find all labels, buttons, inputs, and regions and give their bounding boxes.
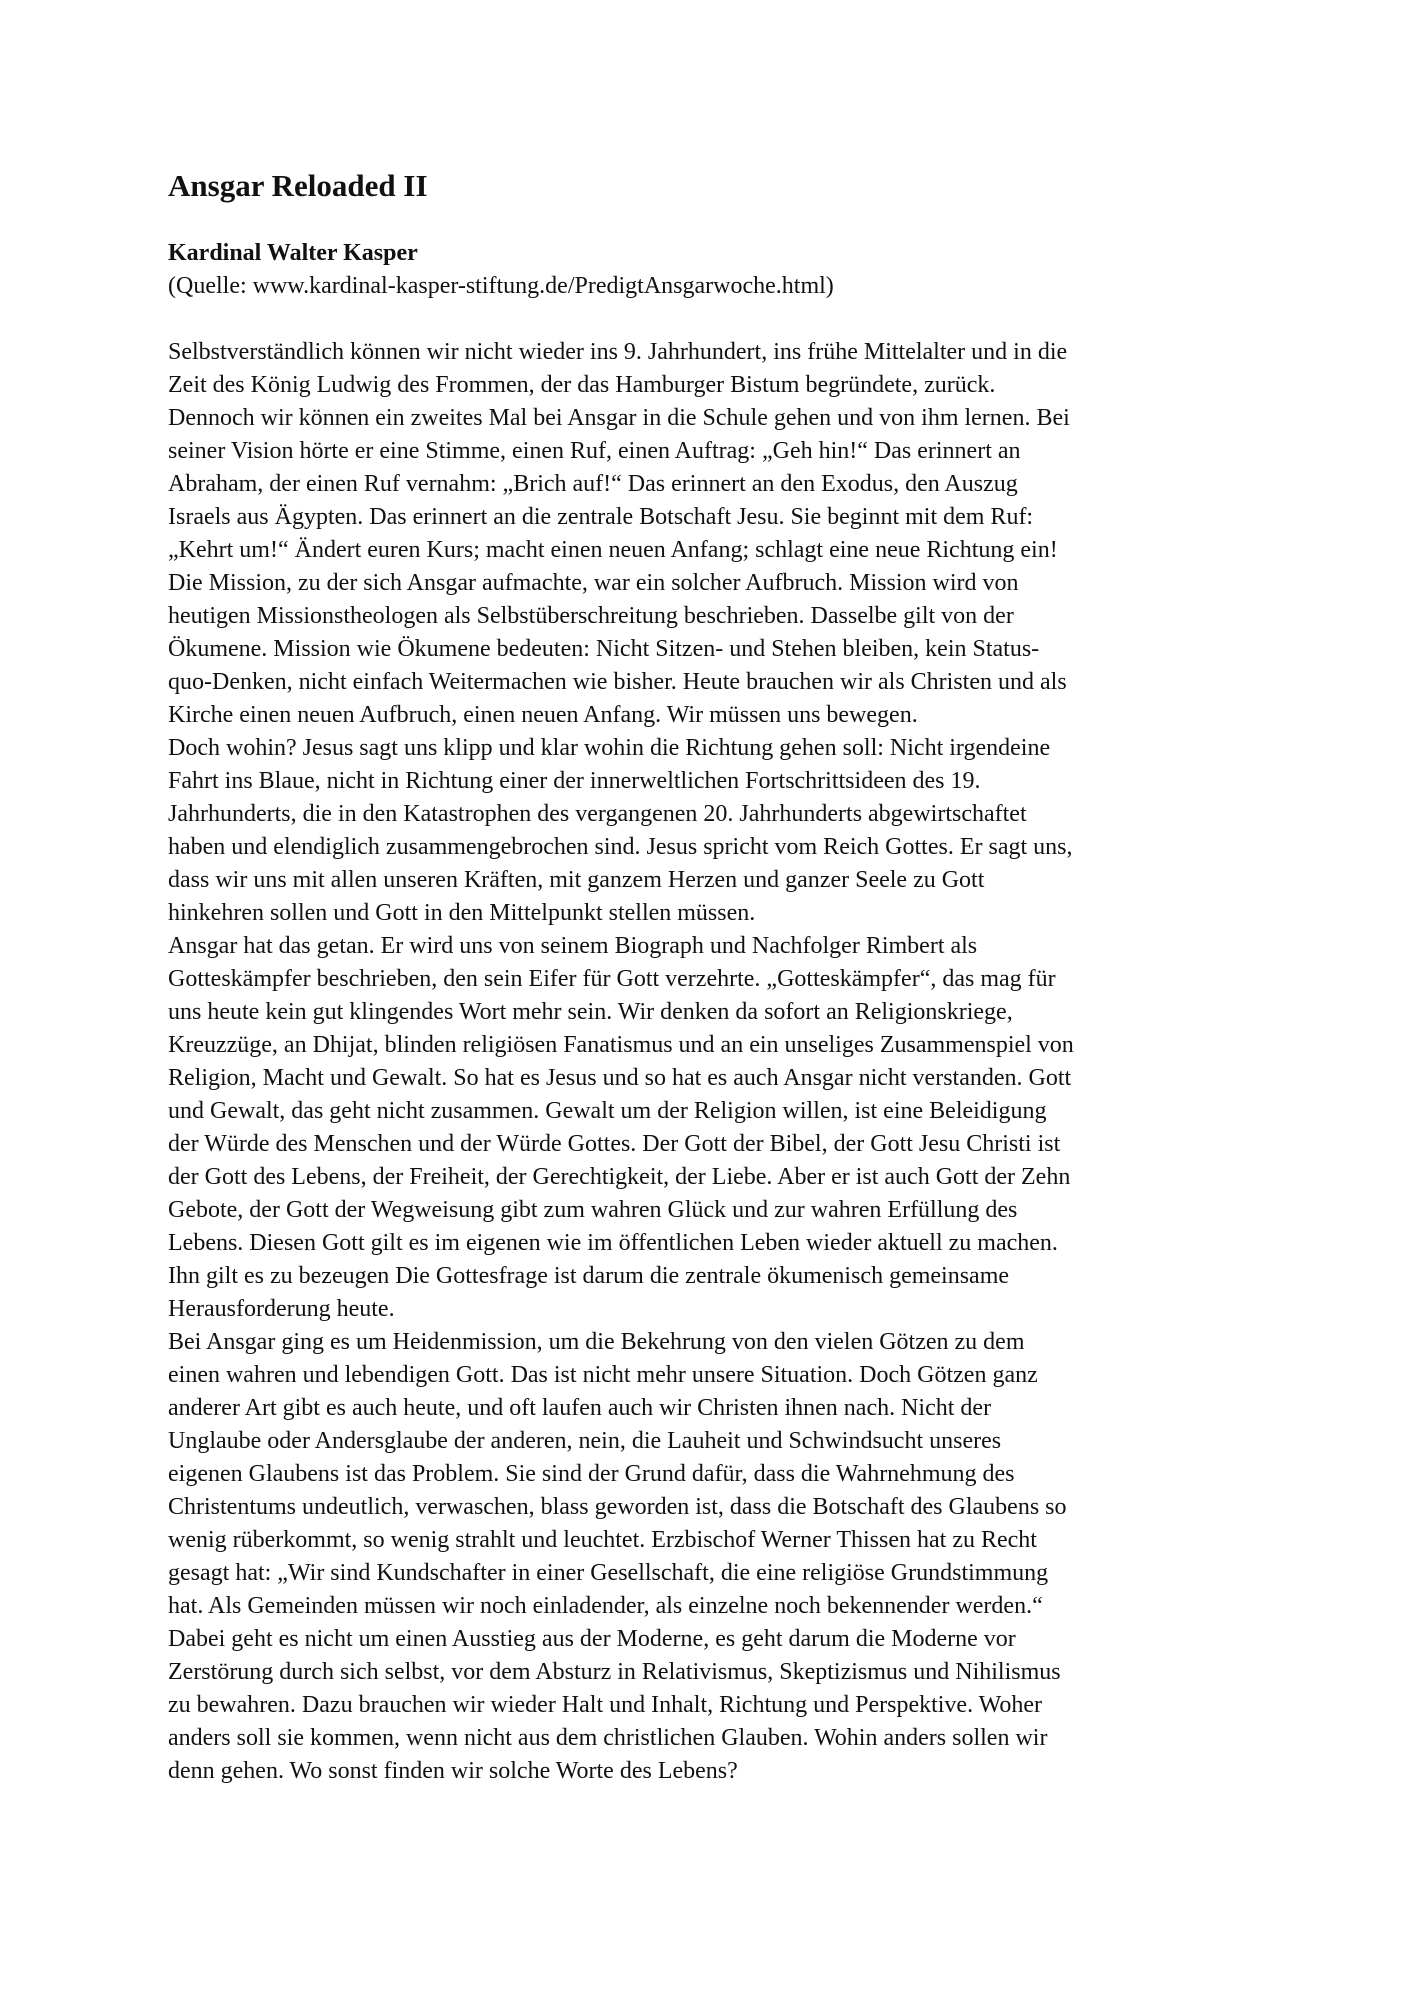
body-line: der Würde des Menschen und der Würde Gottes. Der Gott der Bibel, der Gott Jesu Christi ist (168, 1131, 1061, 1157)
body-line: haben und elendiglich zusammengebrochen sind. Jesus spricht vom Reich Gottes. Er sagt uns, (168, 834, 1073, 860)
body-line: gesagt hat: „Wir sind Kundschafter in einer Gesellschaft, die eine religiöse Grundstimmung (168, 1560, 1049, 1586)
body-line: anders soll sie kommen, wenn nicht aus dem christlichen Glauben. Wohin anders sollen wir (168, 1725, 1048, 1751)
body-line: dass wir uns mit allen unseren Kräften, mit ganzem Herzen und ganzer Seele zu Gott (168, 867, 985, 893)
body-line: quo-Denken, nicht einfach Weitermachen wie bisher. Heute brauchen wir als Christen und als (168, 669, 1067, 695)
body-line: der Gott des Lebens, der Freiheit, der Gerechtigkeit, der Liebe. Aber er ist auch Gott der Zehn (168, 1164, 1071, 1190)
body-line: Gotteskämpfer beschrieben, den sein Eifer für Gott verzehrte. „Gotteskämpfer“, das mag für (168, 966, 1056, 992)
body-line: Unglaube oder Andersglaube der anderen, nein, die Lauheit und Schwindsucht unseres (168, 1428, 1002, 1454)
body-line: Christentums undeutlich, verwaschen, blass geworden ist, dass die Botschaft des Glaubens so (168, 1494, 1067, 1520)
body-line: eigenen Glaubens ist das Problem. Sie sind der Grund dafür, dass die Wahrnehmung des (168, 1461, 1015, 1487)
body-line: Kreuzzüge, an Dhijat, blinden religiösen Fanatismus und an ein unseliges Zusammenspiel von (168, 1032, 1074, 1058)
body-line: Lebens. Diesen Gott gilt es im eigenen wie im öffentlichen Leben wieder aktuell zu machen. (168, 1230, 1058, 1256)
body-line: Die Mission, zu der sich Ansgar aufmachte, war ein solcher Aufbruch. Mission wird von (168, 570, 1019, 596)
body-line: denn gehen. Wo sonst finden wir solche Worte des Lebens? (168, 1758, 738, 1784)
body-text (168, 336, 1248, 1788)
body-line: Herausforderung heute. (168, 1296, 395, 1322)
body-line: und Gewalt, das geht nicht zusammen. Gewalt um der Religion willen, ist eine Beleidigung (168, 1098, 1047, 1124)
body-line: Ihn gilt es zu bezeugen Die Gottesfrage ist darum die zentrale ökumenisch gemeinsame (168, 1263, 1010, 1289)
body-line: Selbstverständlich können wir nicht wieder ins 9. Jahrhundert, ins frühe Mittelalter und in die (168, 339, 1068, 365)
body-line: Fahrt ins Blaue, nicht in Richtung einer der innerweltlichen Fortschrittsideen des 19. (168, 768, 981, 794)
body-line: Dabei geht es nicht um einen Ausstieg aus der Moderne, es geht darum die Moderne vor (168, 1626, 1016, 1652)
body-line: Ökumene. Mission wie Ökumene bedeuten: Nicht Sitzen- und Stehen bleiben, kein Status- (168, 636, 1040, 662)
body-line: Ansgar hat das getan. Er wird uns von seinem Biograph und Nachfolger Rimbert als (168, 933, 978, 959)
body-line: Gebote, der Gott der Wegweisung gibt zum wahren Glück und zur wahren Erfüllung des (168, 1197, 1018, 1223)
body-line: Zerstörung durch sich selbst, vor dem Absturz in Relativismus, Skeptizismus und Nihilismus (168, 1659, 1061, 1685)
document-page (168, 168, 1248, 1788)
document-title: Ansgar Reloaded II (168, 168, 428, 203)
source-reference: (Quelle: www.kardinal-kasper-stiftung.de/PredigtAnsgarwoche.html) (168, 273, 834, 299)
body-line: Kirche einen neuen Aufbruch, einen neuen Anfang. Wir müssen uns bewegen. (168, 702, 918, 728)
body-line: Abraham, der einen Ruf vernahm: „Brich auf!“ Das erinnert an den Exodus, den Auszug (168, 471, 1018, 497)
body-line: wenig rüberkommt, so wenig strahlt und leuchtet. Erzbischof Werner Thissen hat zu Recht (168, 1527, 1037, 1553)
body-line: hinkehren sollen und Gott in den Mittelpunkt stellen müssen. (168, 900, 756, 926)
author-name: Kardinal Walter Kasper (168, 240, 418, 266)
body-line: Israels aus Ägypten. Das erinnert an die zentrale Botschaft Jesu. Sie beginnt mit dem Ruf: (168, 504, 1034, 530)
body-line: Dennoch wir können ein zweites Mal bei Ansgar in die Schule gehen und von ihm lernen. Bei (168, 405, 1070, 431)
body-line: Zeit des König Ludwig des Frommen, der das Hamburger Bistum begründete, zurück. (168, 372, 996, 398)
body-line: einen wahren und lebendigen Gott. Das ist nicht mehr unsere Situation. Doch Götzen ganz (168, 1362, 1038, 1388)
body-line: uns heute kein gut klingendes Wort mehr sein. Wir denken da sofort an Religionskriege, (168, 999, 1013, 1025)
body-line: Bei Ansgar ging es um Heidenmission, um die Bekehrung von den vielen Götzen zu dem (168, 1329, 1025, 1355)
body-line: „Kehrt um!“ Ändert euren Kurs; macht einen neuen Anfang; schlagt eine neue Richtung ein! (168, 537, 1058, 563)
body-line: heutigen Missionstheologen als Selbstüberschreitung beschrieben. Dasselbe gilt von der (168, 603, 1014, 629)
body-line: seiner Vision hörte er eine Stimme, einen Ruf, einen Auftrag: „Geh hin!“ Das erinnert an (168, 438, 1021, 464)
body-line: hat. Als Gemeinden müssen wir noch einladender, als einzelne noch bekennender werden.“ (168, 1593, 1043, 1619)
body-line: Jahrhunderts, die in den Katastrophen des vergangenen 20. Jahrhunderts abgewirtschaftet (168, 801, 1027, 827)
body-line: Religion, Macht und Gewalt. So hat es Jesus und so hat es auch Ansgar nicht verstanden. Gott (168, 1065, 1072, 1091)
body-line: Doch wohin? Jesus sagt uns klipp und klar wohin die Richtung gehen soll: Nicht irgendeine (168, 735, 1051, 761)
body-line: zu bewahren. Dazu brauchen wir wieder Halt und Inhalt, Richtung und Perspektive. Woher (168, 1692, 1043, 1718)
body-line: anderer Art gibt es auch heute, und oft laufen auch wir Christen ihnen nach. Nicht der (168, 1395, 992, 1421)
